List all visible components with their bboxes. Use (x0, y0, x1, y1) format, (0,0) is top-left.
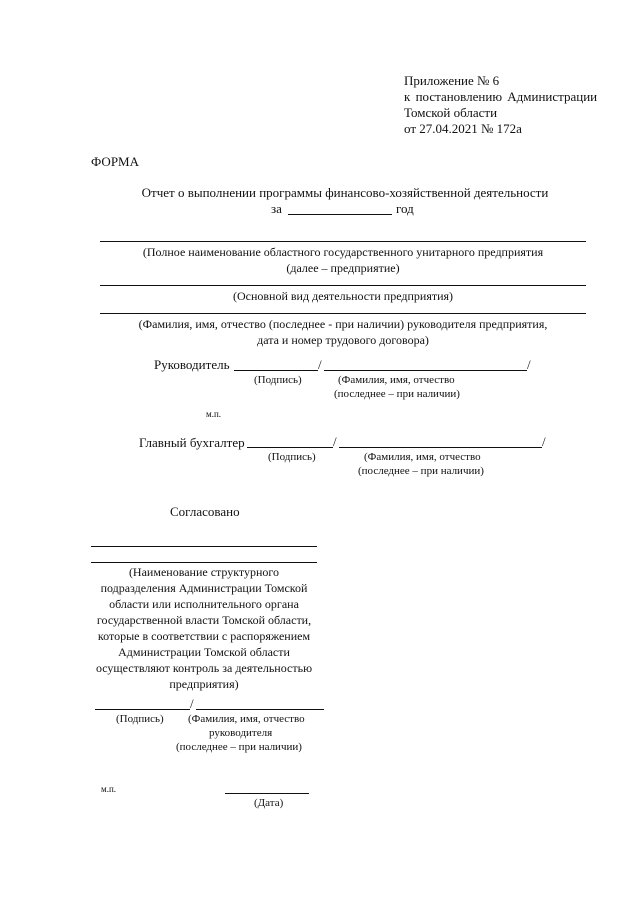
agreed-fio-caption-2: руководителя (209, 727, 273, 739)
agreed-org-caption-2: подразделения Администрации Томской (100, 581, 308, 595)
agreed-org-caption-8: предприятия) (169, 677, 239, 691)
head-fio-line (324, 370, 527, 371)
head-info-caption: (Фамилия, имя, отчество (последнее - при наличии) руководителя предприятия, (138, 317, 548, 331)
agreed-org-line-2 (91, 562, 317, 563)
head-end-slash: / (527, 357, 531, 372)
head-fio-caption: (Фамилия, имя, отчество (338, 374, 455, 386)
agreed-fio-line (196, 709, 324, 710)
accountant-fio-line (339, 447, 542, 448)
agreed-org-caption-7: осуществляют контроль за деятельностью (95, 661, 313, 675)
accountant-signature-line (247, 447, 333, 448)
form-label: ФОРМА (91, 154, 139, 169)
accountant-end-slash: / (542, 434, 546, 449)
head-label: Руководитель (154, 357, 230, 372)
stamp-place-1: м.п. (206, 409, 222, 419)
enterprise-name-line (100, 241, 586, 242)
agreed-signature-line (95, 709, 190, 710)
report-title: Отчет о выполнении программы финансово-хозяйственной деятельности (141, 185, 549, 200)
head-signature-line (234, 370, 318, 371)
agreed-label: Согласовано (170, 504, 240, 519)
year-field-line (288, 214, 392, 215)
accountant-fio-caption-2: (последнее – при наличии) (358, 465, 484, 477)
appendix-date: от 27.04.2021 № 172а (404, 121, 522, 136)
title-god: год (396, 201, 414, 216)
agreed-org-line-1 (91, 546, 317, 547)
accountant-sign-caption: (Подпись) (268, 451, 316, 463)
head-info-caption-2: дата и номер трудового договора) (257, 333, 429, 347)
head-fio-caption-2: (последнее – при наличии) (334, 388, 460, 400)
date-caption: (Дата) (254, 797, 284, 809)
stamp-place-2: м.п. (101, 784, 117, 794)
title-za: за (271, 201, 282, 216)
agreed-slash: / (190, 696, 194, 711)
enterprise-name-caption: (Полное наименование областного государственного унитарного предприятия (142, 245, 544, 259)
agreed-org-caption-1: (Наименование структурного (128, 565, 280, 579)
activity-line (100, 285, 586, 286)
agreed-fio-caption: (Фамилия, имя, отчество (188, 713, 305, 725)
agreed-org-caption-5: которые в соответствии с распоряжением (97, 629, 311, 643)
activity-caption: (Основной вид деятельности предприятия) (232, 289, 454, 303)
head-sign-caption: (Подпись) (254, 374, 302, 386)
agreed-org-caption-4: государственной власти Томской области, (96, 613, 312, 627)
date-line (225, 793, 309, 794)
appendix-region: Томской области (404, 105, 498, 120)
appendix-number: Приложение № 6 (404, 73, 500, 88)
agreed-sign-caption: (Подпись) (116, 713, 164, 725)
head-slash: / (318, 357, 322, 372)
head-info-line (100, 313, 586, 314)
accountant-label: Главный бухгалтер (139, 435, 245, 450)
agreed-fio-caption-3: (последнее – при наличии) (176, 741, 302, 753)
appendix-resolution: к постановлению Администрации (404, 89, 598, 104)
accountant-slash: / (333, 434, 337, 449)
agreed-org-caption-6: Администрации Томской области (118, 645, 290, 659)
accountant-fio-caption: (Фамилия, имя, отчество (364, 451, 481, 463)
agreed-org-caption-3: области или исполнительного органа (109, 597, 299, 611)
enterprise-name-caption-2: (далее – предприятие) (286, 261, 400, 275)
